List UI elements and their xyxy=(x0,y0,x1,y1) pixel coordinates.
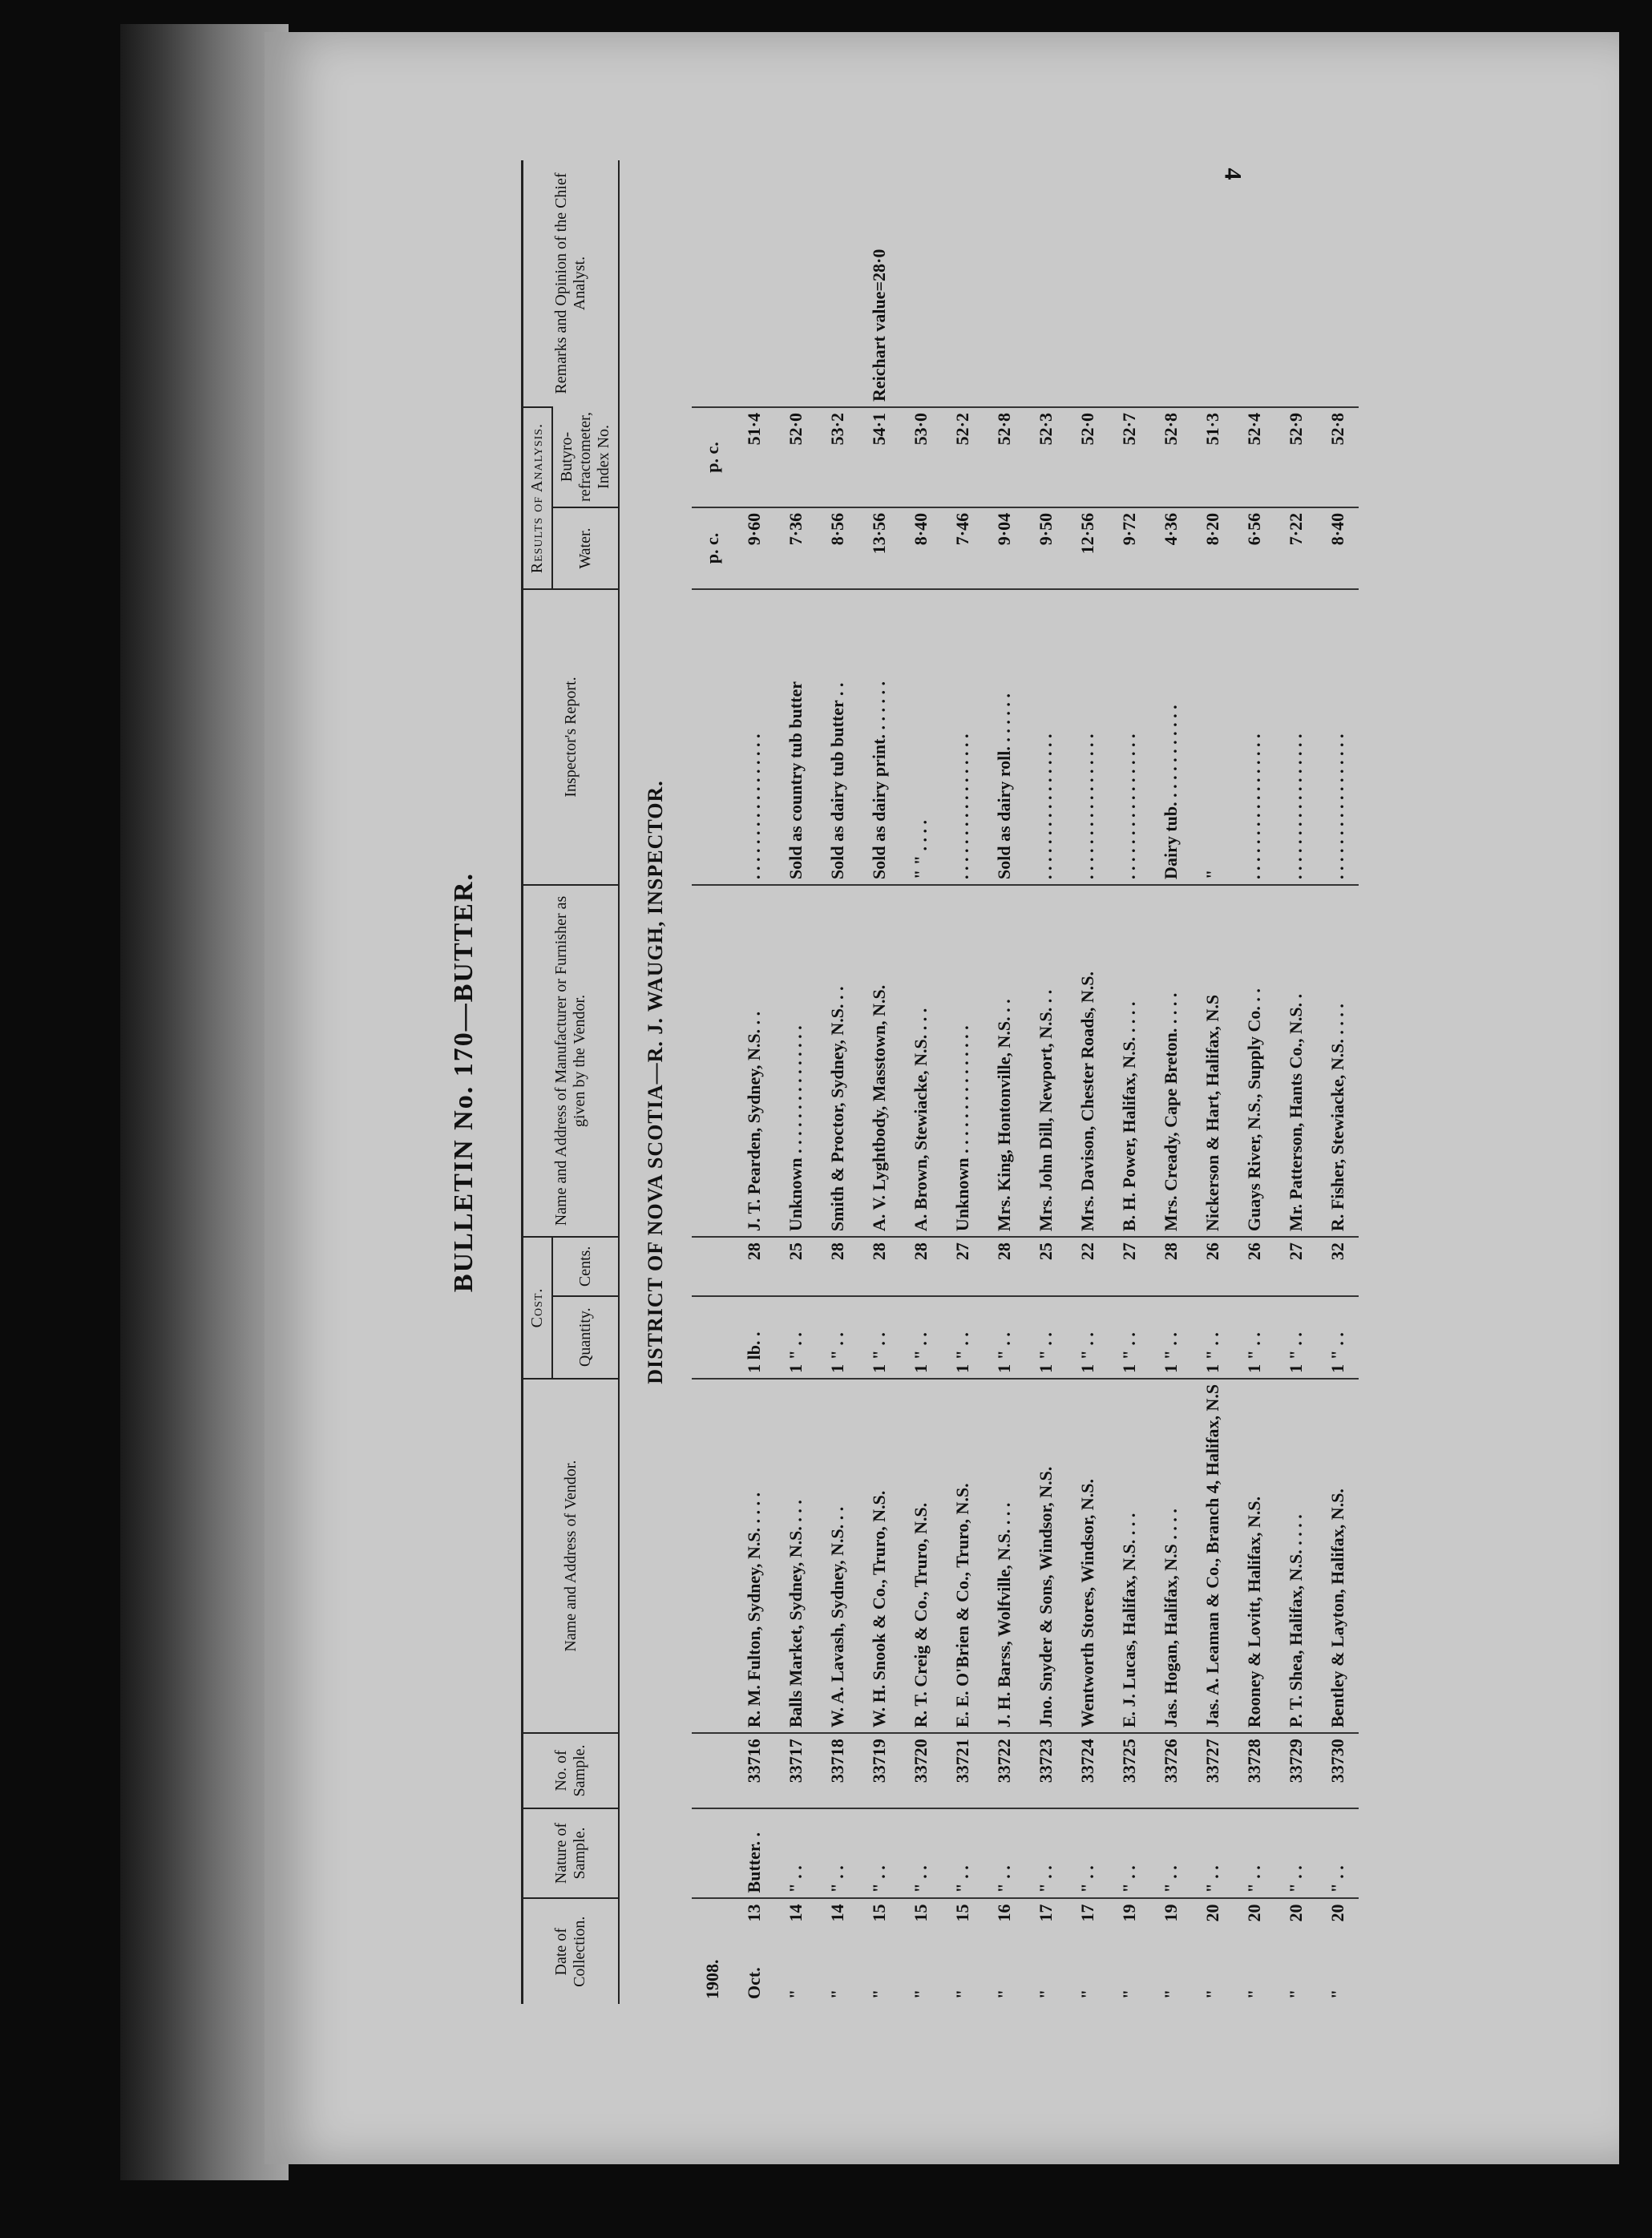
page-number: 4 xyxy=(1219,168,1246,180)
month-cell: " xyxy=(1160,1989,1181,1999)
remarks-cell xyxy=(1192,160,1234,407)
year-cell: 1908. xyxy=(692,1898,733,2004)
remarks-cell xyxy=(1025,160,1067,407)
qty-cell: 1 " . . xyxy=(817,1296,858,1379)
no-cell: 33726 xyxy=(1150,1733,1192,1808)
cents-cell: 26 xyxy=(1192,1237,1234,1296)
table-row xyxy=(817,160,858,2004)
month-cell: " xyxy=(1327,1989,1347,1999)
water-cell: 12·56 xyxy=(1067,507,1109,589)
empty-cell xyxy=(692,589,733,885)
maker-cell: A. Brown, Stewiacke, N.S. . . . xyxy=(900,885,942,1237)
month-cell: " xyxy=(1118,1989,1139,1999)
cents-cell: 26 xyxy=(1234,1237,1275,1296)
rotated-sheet xyxy=(449,160,1571,2004)
nature-cell: " . . xyxy=(900,1808,942,1899)
maker-cell: J. T. Pearden, Sydney, N.S. . . xyxy=(733,885,775,1237)
no-cell: 33716 xyxy=(733,1733,775,1808)
remarks-cell xyxy=(1109,160,1150,407)
cents-cell: 28 xyxy=(984,1237,1025,1296)
vendor-cell: E. J. Lucas, Halifax, N.S. . . . xyxy=(1109,1379,1150,1733)
empty-cell xyxy=(692,1733,733,1808)
qty-cell: 1 " . . xyxy=(1192,1296,1234,1379)
butyro-cell: 53·2 xyxy=(817,407,858,507)
no-cell: 33727 xyxy=(1192,1733,1234,1808)
day-cell: 20 xyxy=(1202,1904,1222,1922)
day-cell: 20 xyxy=(1285,1904,1306,1922)
maker-cell: B. H. Power, Halifax, N.S. . . . . xyxy=(1109,885,1150,1237)
maker-cell: R. Fisher, Stewiacke, N.S. . . . . xyxy=(1317,885,1359,1237)
cents-cell: 27 xyxy=(942,1237,984,1296)
col-vendor-header: Name and Address of Vendor. xyxy=(523,1379,620,1733)
day-cell: 13 xyxy=(743,1904,764,1922)
day-cell: 20 xyxy=(1327,1904,1347,1922)
cents-cell: 32 xyxy=(1317,1237,1359,1296)
day-cell: 17 xyxy=(1076,1904,1097,1922)
remarks-cell xyxy=(733,160,775,407)
day-cell: 19 xyxy=(1160,1904,1181,1922)
report-cell: " xyxy=(1192,589,1234,885)
butyro-cell: 52·8 xyxy=(1317,407,1359,507)
vendor-cell: J. H. Barss, Wolfville, N.S. . . . xyxy=(984,1379,1025,1733)
report-cell: Dairy tub. . . . . . . . . . . . xyxy=(1150,589,1192,885)
col-nature-header: Nature of Sample. xyxy=(523,1808,620,1899)
day-cell: 14 xyxy=(826,1904,847,1922)
report-cell: . . . . . . . . . . . . . . . . . xyxy=(1234,589,1275,885)
remarks-cell: Reichart value=28·0 xyxy=(868,248,889,402)
report-cell: Sold as country tub butter xyxy=(775,589,817,885)
qty-cell: 1 " . . xyxy=(1109,1296,1150,1379)
remarks-cell xyxy=(1067,160,1109,407)
table-row xyxy=(942,160,984,2004)
month-cell: " xyxy=(1076,1989,1097,1999)
date-cell xyxy=(1192,1898,1234,2004)
month-cell: " xyxy=(1035,1989,1056,1999)
table-row xyxy=(1275,160,1317,2004)
no-cell: 33730 xyxy=(1317,1733,1359,1808)
report-cell: . . . . . . . . . . . . . . . . . xyxy=(942,589,984,885)
report-cell: Sold as dairy roll. . . . . . . xyxy=(984,589,1025,885)
vendor-cell: Jas. Hogan, Halifax, N.S . . . . xyxy=(1150,1379,1192,1733)
district-heading: DISTRICT OF NOVA SCOTIA—R. J. WAUGH, INSPECTOR. xyxy=(619,160,692,2004)
col-sample-no-header: No. of Sample. xyxy=(523,1733,620,1808)
month-cell: " xyxy=(1202,1989,1222,1999)
vendor-cell: Balls Market, Sydney, N.S. . . . xyxy=(775,1379,817,1733)
date-cell xyxy=(900,1898,942,2004)
water-cell: 9·04 xyxy=(984,507,1025,589)
butyro-cell: 52·8 xyxy=(1150,407,1192,507)
cents-cell: 28 xyxy=(858,1237,900,1296)
water-cell: 7·22 xyxy=(1275,507,1317,589)
maker-cell: Guays River, N.S., Supply Co. . . xyxy=(1234,885,1275,1237)
date-cell xyxy=(1317,1898,1359,2004)
cents-cell: 28 xyxy=(817,1237,858,1296)
maker-cell: Nickerson & Hart, Halifax, N.S xyxy=(1192,885,1234,1237)
report-cell: . . . . . . . . . . . . . . . . . xyxy=(1025,589,1067,885)
qty-cell: 1 " . . xyxy=(984,1296,1025,1379)
month-cell: " xyxy=(785,1989,806,1999)
remarks-cell xyxy=(900,160,942,407)
butyro-cell: 51·3 xyxy=(1192,407,1234,507)
water-cell: 8·40 xyxy=(900,507,942,589)
qty-cell: 1 lb. . xyxy=(733,1296,775,1379)
cents-cell: 28 xyxy=(733,1237,775,1296)
butyro-cell: 52·0 xyxy=(1067,407,1109,507)
water-cell: 9·50 xyxy=(1025,507,1067,589)
butyro-cell: 53·0 xyxy=(900,407,942,507)
maker-cell: Mrs. John Dill, Newport, N.S. . . xyxy=(1025,885,1067,1237)
nature-cell: " . . xyxy=(1150,1808,1192,1899)
col-cost-header: Cost. xyxy=(523,1237,553,1379)
date-cell xyxy=(984,1898,1025,2004)
water-cell: 9·60 xyxy=(733,507,775,589)
table-row xyxy=(984,160,1025,2004)
water-cell: 4·36 xyxy=(1150,507,1192,589)
col-butyro-header: Butyro-refractometer, Index No. xyxy=(552,407,619,507)
nature-cell: " . . xyxy=(1109,1808,1150,1899)
no-cell: 33718 xyxy=(817,1733,858,1808)
cents-cell: 27 xyxy=(1109,1237,1150,1296)
water-cell: 7·36 xyxy=(775,507,817,589)
remarks-cell xyxy=(1150,160,1192,407)
maker-cell: Unknown . . . . . . . . . . . . . . . xyxy=(942,885,984,1237)
no-cell: 33728 xyxy=(1234,1733,1275,1808)
table-row xyxy=(1192,160,1234,2004)
no-cell: 33717 xyxy=(775,1733,817,1808)
remarks-cell xyxy=(942,160,984,407)
butyro-cell: 52·3 xyxy=(1025,407,1067,507)
units-row xyxy=(692,160,733,2004)
day-cell: 15 xyxy=(910,1904,931,1922)
butyro-cell: 52·9 xyxy=(1275,407,1317,507)
nature-cell: " . . xyxy=(1275,1808,1317,1899)
empty-cell xyxy=(692,1808,733,1899)
month-cell: " xyxy=(1243,1989,1264,1999)
col-cents-header: Cents. xyxy=(552,1237,619,1296)
qty-cell: 1 " . . xyxy=(942,1296,984,1379)
vendor-cell: W. H. Snook & Co., Truro, N.S. xyxy=(858,1379,900,1733)
vendor-cell: Bentley & Layton, Halifax, N.S. xyxy=(1317,1379,1359,1733)
no-cell: 33724 xyxy=(1067,1733,1109,1808)
vendor-cell: Jas. A. Leaman & Co., Branch 4, Halifax, N.S xyxy=(1192,1379,1234,1733)
col-date-header: Date of Collection. xyxy=(523,1898,620,2004)
water-cell: 8·56 xyxy=(817,507,858,589)
cents-cell: 25 xyxy=(775,1237,817,1296)
month-cell: " xyxy=(1285,1989,1306,1999)
day-cell: 15 xyxy=(951,1904,972,1922)
nature-cell: " . . xyxy=(775,1808,817,1899)
water-cell: 6·56 xyxy=(1234,507,1275,589)
table-row xyxy=(1317,160,1359,2004)
maker-cell: Mrs. King, Hontonville, N.S. . . xyxy=(984,885,1025,1237)
nature-cell: " . . xyxy=(1234,1808,1275,1899)
date-cell xyxy=(1150,1898,1192,2004)
report-cell: " " . . . . xyxy=(900,589,942,885)
table-body xyxy=(619,160,1359,2004)
date-cell xyxy=(1234,1898,1275,2004)
no-cell: 33720 xyxy=(900,1733,942,1808)
maker-cell: Mr. Patterson, Hants Co., N.S. . xyxy=(1275,885,1317,1237)
maker-cell: Unknown . . . . . . . . . . . . . . . xyxy=(775,885,817,1237)
day-cell: 15 xyxy=(868,1904,889,1922)
no-cell: 33723 xyxy=(1025,1733,1067,1808)
day-cell: 16 xyxy=(993,1904,1014,1922)
table-row xyxy=(1234,160,1275,2004)
date-cell xyxy=(817,1898,858,2004)
no-cell: 33729 xyxy=(1275,1733,1317,1808)
nature-cell: " . . xyxy=(1192,1808,1234,1899)
qty-cell: 1 " . . xyxy=(1067,1296,1109,1379)
month-cell: " xyxy=(951,1989,972,1999)
vendor-cell: Rooney & Lovitt, Halifax, N.S. xyxy=(1234,1379,1275,1733)
vendor-cell: R. M. Fulton, Sydney, N.S. . . . . xyxy=(733,1379,775,1733)
day-cell: 17 xyxy=(1035,1904,1056,1922)
qty-cell: 1 " . . xyxy=(858,1296,900,1379)
date-cell xyxy=(1109,1898,1150,2004)
month-cell: " xyxy=(826,1989,847,1999)
report-cell: . . . . . . . . . . . . . . . . . xyxy=(1067,589,1109,885)
report-cell: . . . . . . . . . . . . . . . . . xyxy=(1317,589,1359,885)
water-cell: 9·72 xyxy=(1109,507,1150,589)
butyro-cell: 54·1 xyxy=(858,407,900,507)
table-row xyxy=(858,160,900,2004)
col-results-header: Results of Analysis. xyxy=(523,407,553,589)
nature-cell: " . . xyxy=(1067,1808,1109,1899)
empty-cell xyxy=(692,1296,733,1379)
date-cell xyxy=(1067,1898,1109,2004)
nature-cell: " . . xyxy=(1025,1808,1067,1899)
maker-cell: A. V. Lyghtbody, Masstown, N.S. xyxy=(858,885,900,1237)
table-row xyxy=(900,160,942,2004)
cents-cell: 28 xyxy=(900,1237,942,1296)
maker-cell: Mrs. Cready, Cape Breton. . . . . xyxy=(1150,885,1192,1237)
report-cell: Sold as dairy tub butter . . xyxy=(817,589,858,885)
nature-cell: " . . xyxy=(984,1808,1025,1899)
butyro-cell: 52·8 xyxy=(984,407,1025,507)
cents-cell: 22 xyxy=(1067,1237,1109,1296)
month-cell: " xyxy=(868,1989,889,1999)
butyro-cell: 52·0 xyxy=(775,407,817,507)
cents-cell: 28 xyxy=(1150,1237,1192,1296)
butyro-cell: 52·2 xyxy=(942,407,984,507)
table-row xyxy=(1067,160,1109,2004)
month-cell: " xyxy=(993,1989,1014,1999)
report-cell: . . . . . . . . . . . . . . . . . xyxy=(733,589,775,885)
empty-cell xyxy=(692,160,733,407)
vendor-cell: R. T. Creig & Co., Truro, N.S. xyxy=(900,1379,942,1733)
col-quantity-header: Quantity. xyxy=(552,1296,619,1379)
butyro-unit: p. c. xyxy=(692,407,733,507)
butter-samples-table xyxy=(521,160,1359,2004)
table-row xyxy=(775,160,817,2004)
remarks-cell xyxy=(817,160,858,407)
date-cell xyxy=(858,1898,900,2004)
butyro-cell: 52·7 xyxy=(1109,407,1150,507)
report-cell: . . . . . . . . . . . . . . . . . xyxy=(1275,589,1317,885)
report-cell: . . . . . . . . . . . . . . . . . xyxy=(1109,589,1150,885)
date-cell xyxy=(1275,1898,1317,2004)
day-cell: 14 xyxy=(785,1904,806,1922)
empty-cell xyxy=(692,1237,733,1296)
vendor-cell: P. T. Shea, Halifax, N.S. . . . . xyxy=(1275,1379,1317,1733)
book-binding-edge xyxy=(120,24,289,2180)
qty-cell: 1 " . . xyxy=(775,1296,817,1379)
col-inspector-report-header: Inspector's Report. xyxy=(523,589,620,885)
qty-cell: 1 " . . xyxy=(900,1296,942,1379)
vendor-cell: E. E. O'Brien & Co., Truro, N.S. xyxy=(942,1379,984,1733)
nature-cell: " . . xyxy=(858,1808,900,1899)
table-row xyxy=(1109,160,1150,2004)
date-cell xyxy=(733,1898,775,2004)
remarks-cell xyxy=(1275,160,1317,407)
table-row xyxy=(733,160,775,2004)
qty-cell: 1 " . . xyxy=(1025,1296,1067,1379)
water-cell: 8·20 xyxy=(1192,507,1234,589)
vendor-cell: W. A. Lavash, Sydney, N.S. . . xyxy=(817,1379,858,1733)
no-cell: 33719 xyxy=(858,1733,900,1808)
nature-cell: " . . xyxy=(1317,1808,1359,1899)
cents-cell: 25 xyxy=(1025,1237,1067,1296)
remarks-cell xyxy=(1317,160,1359,407)
no-cell: 33722 xyxy=(984,1733,1025,1808)
qty-cell: 1 " . . xyxy=(1234,1296,1275,1379)
maker-cell: Smith & Proctor, Sydney, N.S. . . xyxy=(817,885,858,1237)
header-row xyxy=(523,160,553,2004)
month-cell: Oct. xyxy=(743,1967,764,1999)
empty-cell xyxy=(692,1379,733,1733)
water-cell: 8·40 xyxy=(1317,507,1359,589)
col-water-header: Water. xyxy=(552,507,619,589)
table-row xyxy=(1150,160,1192,2004)
report-cell: Sold as dairy print. . . . . . . xyxy=(858,589,900,885)
nature-cell: Butter. . xyxy=(733,1808,775,1899)
date-cell xyxy=(775,1898,817,2004)
qty-cell: 1 " . . xyxy=(1317,1296,1359,1379)
month-cell: " xyxy=(910,1989,931,1999)
maker-cell: Mrs. Davison, Chester Roads, N.S. xyxy=(1067,885,1109,1237)
water-cell: 13·56 xyxy=(858,507,900,589)
vendor-cell: Wentworth Stores, Windsor, N.S. xyxy=(1067,1379,1109,1733)
day-cell: 19 xyxy=(1118,1904,1139,1922)
no-cell: 33725 xyxy=(1109,1733,1150,1808)
butyro-cell: 51·4 xyxy=(733,407,775,507)
empty-cell xyxy=(692,885,733,1237)
date-cell xyxy=(1025,1898,1067,2004)
remarks-cell xyxy=(775,160,817,407)
water-unit: p. c. xyxy=(692,507,733,589)
day-cell: 20 xyxy=(1243,1904,1264,1922)
no-cell: 33721 xyxy=(942,1733,984,1808)
bulletin-title: BULLETIN No. 170—BUTTER. xyxy=(449,871,479,1293)
water-cell: 7·46 xyxy=(942,507,984,589)
remarks-cell xyxy=(1234,160,1275,407)
qty-cell: 1 " . . xyxy=(1150,1296,1192,1379)
butyro-cell: 52·4 xyxy=(1234,407,1275,507)
col-manufacturer-header: Name and Address of Manufacturer or Furnisher as given by the Vendor. xyxy=(523,885,620,1237)
vendor-cell: Jno. Snyder & Sons, Windsor, N.S. xyxy=(1025,1379,1067,1733)
nature-cell: " . . xyxy=(942,1808,984,1899)
remarks-cell xyxy=(984,160,1025,407)
table-row xyxy=(1025,160,1067,2004)
date-cell xyxy=(942,1898,984,2004)
cents-cell: 27 xyxy=(1275,1237,1317,1296)
nature-cell: " . . xyxy=(817,1808,858,1899)
col-remarks-header: Remarks and Opinion of the Chief Analyst. xyxy=(523,160,620,407)
qty-cell: 1 " . . xyxy=(1275,1296,1317,1379)
district-row xyxy=(619,160,692,2004)
